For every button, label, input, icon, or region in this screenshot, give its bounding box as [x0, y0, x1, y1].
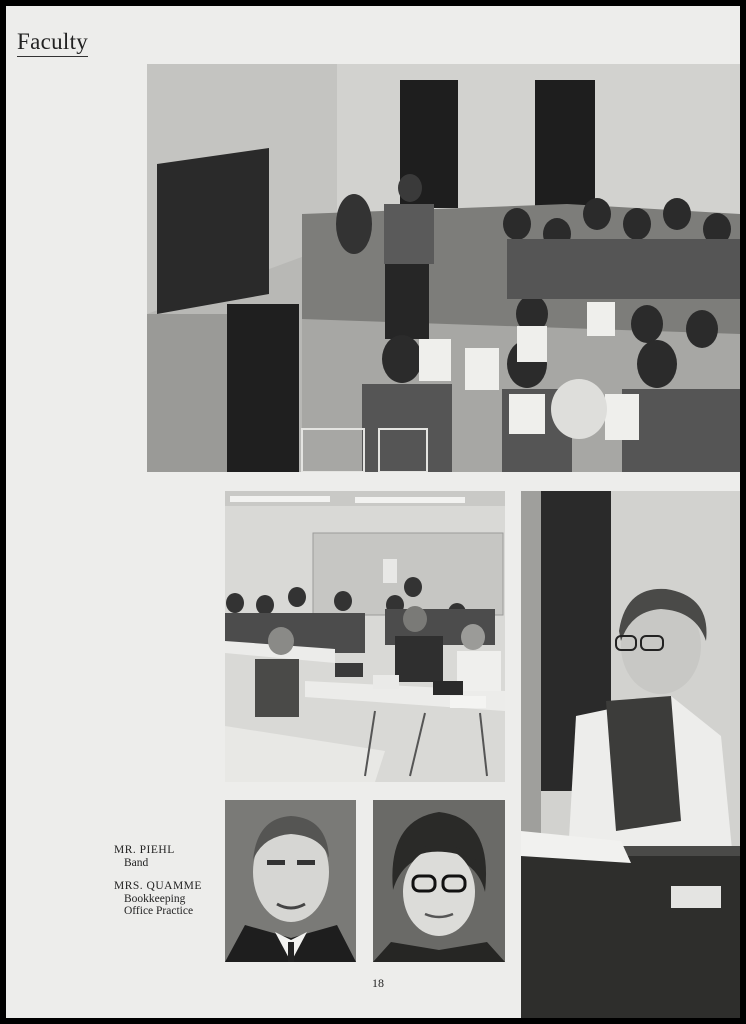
band-rehearsal-photo: [147, 64, 740, 472]
caption-role: Band: [124, 856, 149, 869]
caption-name: MR. PIEHL: [114, 844, 175, 856]
yearbook-page: [6, 6, 740, 1018]
section-title: Faculty: [17, 28, 88, 57]
page-number: 18: [372, 976, 384, 990]
caption-name: MRS. QUAMME: [114, 880, 202, 892]
teacher-at-desk-photo: [521, 491, 740, 1018]
caption-role: Office Practice: [124, 905, 194, 917]
caption-quamme: [114, 880, 202, 918]
caption-piehl: [114, 844, 175, 869]
caption-role: Bookkeeping: [124, 892, 186, 905]
portrait-quamme: [373, 800, 505, 962]
portrait-piehl: [225, 800, 356, 962]
bookkeeping-class-photo: [225, 491, 505, 782]
